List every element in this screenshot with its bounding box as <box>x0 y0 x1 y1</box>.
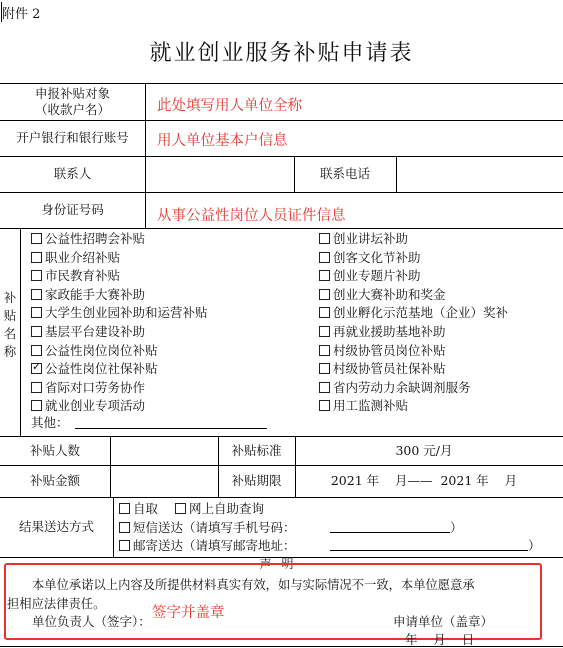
checkbox[interactable] <box>31 233 42 244</box>
subsidy-left-item-label: 省际对口劳务协作 <box>45 379 146 395</box>
amount-label: 补贴金额 <box>29 473 80 489</box>
checkbox[interactable] <box>319 382 330 393</box>
subsidy-left-item[interactable] <box>31 378 145 396</box>
contact-phone-label: 联系电话 <box>319 166 370 182</box>
subsidy-right-item[interactable] <box>319 359 446 377</box>
subsidy-left-item[interactable] <box>31 322 145 340</box>
delivery-sms-label: 短信送达（请填写手机号码： <box>133 520 296 535</box>
subsidy-right-item[interactable] <box>319 396 408 414</box>
subsidy-right-item[interactable] <box>319 285 446 303</box>
signer-label: 单位负责人（签字）： <box>32 614 151 629</box>
delivery-online-label: 网上自助查询 <box>189 501 265 516</box>
subsidy-left-item-label: 职业介绍补贴 <box>45 249 121 265</box>
sms-phone-line[interactable] <box>330 532 450 533</box>
sign-stamp-hint[interactable]: 签字并盖章 <box>152 605 225 621</box>
id-label: 身份证号码 <box>41 202 104 218</box>
checkbox[interactable] <box>319 363 330 374</box>
subsidy-left-item[interactable] <box>31 359 158 377</box>
subsidy-right-item[interactable] <box>319 322 446 340</box>
subsidy-name-char: 补 <box>3 290 17 305</box>
applicant-label-line2: （收款户名） <box>34 101 110 117</box>
checkbox[interactable] <box>31 363 42 374</box>
subsidy-right-item-label: 创客文化节补助 <box>333 249 421 265</box>
subsidy-right-item[interactable] <box>319 341 446 359</box>
checkbox-online[interactable] <box>175 503 186 514</box>
contact-field[interactable] <box>146 157 293 191</box>
standard-label: 补贴标准 <box>231 442 282 458</box>
checkbox[interactable] <box>319 345 330 356</box>
subsidy-name-char: 贴 <box>3 308 17 323</box>
subsidy-left-item-label: 公益性招聘会补贴 <box>45 231 146 246</box>
subsidy-right-item[interactable] <box>319 266 421 284</box>
mail-address-line[interactable] <box>330 550 528 551</box>
subsidy-right-item[interactable] <box>319 378 471 396</box>
delivery-label: 结果送达方式 <box>18 519 94 535</box>
subsidy-right-item[interactable] <box>319 229 408 247</box>
checkbox[interactable] <box>319 400 330 411</box>
checkbox[interactable] <box>319 289 330 300</box>
subsidy-left-item[interactable] <box>31 396 145 414</box>
subsidy-left-item[interactable] <box>31 248 120 266</box>
checkbox[interactable] <box>31 326 42 337</box>
delivery-sms-end: ） <box>450 520 463 535</box>
delivery-self-label: 自取 <box>133 501 159 516</box>
subsidy-right-item-label: 村级协管员岗位补贴 <box>333 342 446 358</box>
page-title: 就业创业服务补贴申请表 <box>149 41 414 66</box>
delivery-mail-label: 邮寄送达（请填写邮寄地址： <box>133 538 296 553</box>
checkbox[interactable] <box>31 270 42 281</box>
checkbox[interactable] <box>319 307 330 318</box>
subsidy-left-item-label: 大学生创业园补助和运营补贴 <box>45 305 208 321</box>
delivery-online-option[interactable] <box>175 499 264 517</box>
count-field[interactable] <box>111 437 217 464</box>
period-label: 补贴期限 <box>231 473 282 489</box>
subsidy-name-char: 名 <box>3 326 17 341</box>
checkbox[interactable] <box>31 400 42 411</box>
subsidy-left-item[interactable] <box>31 341 158 359</box>
id-hint[interactable]: 从事公益性岗位人员证件信息 <box>157 208 346 224</box>
applicant-unit-label: 申请单位（盖章） <box>393 614 494 629</box>
subsidy-name-char: 称 <box>3 344 17 359</box>
declaration-text-line1: 本单位承诺以上内容及所提供材料真实有效，如与实际情况不一致，本单位愿意承 <box>32 578 475 592</box>
delivery-self-option[interactable] <box>119 499 158 517</box>
checkbox-sms[interactable] <box>119 522 130 533</box>
checkbox[interactable] <box>319 252 330 263</box>
subsidy-left-item-label: 基层平台建设补助 <box>45 324 146 339</box>
declaration-text-line2: 担相应法律责任。 <box>7 597 106 611</box>
subsidy-right-item-label: 再就业援助基地补助 <box>333 324 446 339</box>
subsidy-right-item-label: 创业专题片补助 <box>333 268 421 284</box>
standard-value: 300 元/月 <box>395 442 453 458</box>
subsidy-right-item[interactable] <box>319 248 421 266</box>
checkbox[interactable] <box>319 233 330 244</box>
subsidy-left-item-label: 家政能手大赛补助 <box>45 286 146 302</box>
checkbox-self[interactable] <box>119 503 130 514</box>
contact-phone-field[interactable] <box>397 157 562 191</box>
subsidy-right-item-label: 创业讲坛补助 <box>333 231 409 246</box>
subsidy-left-item[interactable] <box>31 285 145 303</box>
subsidy-name-label <box>2 289 18 361</box>
count-label: 补贴人数 <box>29 442 80 458</box>
declaration-heading: 声明 <box>259 557 304 571</box>
checkbox-mail[interactable] <box>119 540 130 551</box>
amount-field[interactable] <box>111 466 217 496</box>
other-label: 其他： <box>31 415 69 430</box>
period-value[interactable]: 2021 年 月—— 2021 年 月 <box>330 473 518 489</box>
subsidy-left-item[interactable] <box>31 303 208 321</box>
attachment-label: 附件 2 <box>2 7 41 22</box>
subsidy-right-item-label: 创业大赛补助和奖金 <box>333 286 446 302</box>
margin-mark <box>1 2 2 22</box>
delivery-mail-end: ） <box>528 538 541 553</box>
delivery-mail-option[interactable] <box>119 536 296 554</box>
applicant-label <box>0 83 145 120</box>
bank-label: 开户银行和银行账号 <box>16 130 129 146</box>
checkbox[interactable] <box>31 289 42 300</box>
subsidy-left-item-label: 市民教育补贴 <box>45 268 121 284</box>
bank-hint[interactable]: 用人单位基本户信息 <box>157 133 288 149</box>
checkbox[interactable] <box>319 326 330 337</box>
subsidy-right-item-label: 村级协管员社保补贴 <box>333 361 446 377</box>
checkbox[interactable] <box>31 345 42 356</box>
subsidy-right-item-label: 省内劳动力余缺调剂服务 <box>333 379 471 395</box>
contact-label: 联系人 <box>53 166 92 182</box>
subsidy-left-item[interactable] <box>31 266 120 284</box>
applicant-label-line1: 申报补贴对象 <box>34 85 110 101</box>
delivery-sms-option[interactable] <box>119 518 296 536</box>
subsidy-left-item-label: 公益性岗位社保补贴 <box>45 361 158 377</box>
checkbox[interactable] <box>319 270 330 281</box>
subsidy-left-item-label: 就业创业专项活动 <box>45 398 146 414</box>
subsidy-right-item[interactable] <box>319 303 508 321</box>
checkbox[interactable] <box>31 252 42 263</box>
checkbox[interactable] <box>31 307 42 318</box>
subsidy-left-item[interactable] <box>31 229 145 247</box>
subsidy-right-item-label: 创业孵化示范基地（企业）奖补 <box>333 305 509 321</box>
other-field-line[interactable] <box>75 428 267 429</box>
declaration-date: 年 月 日 <box>405 632 475 647</box>
applicant-hint[interactable]: 此处填写用人单位全称 <box>157 98 302 114</box>
subsidy-left-item-label: 公益性岗位岗位补贴 <box>45 342 158 358</box>
subsidy-right-item-label: 用工监测补贴 <box>333 398 409 414</box>
checkbox[interactable] <box>31 382 42 393</box>
